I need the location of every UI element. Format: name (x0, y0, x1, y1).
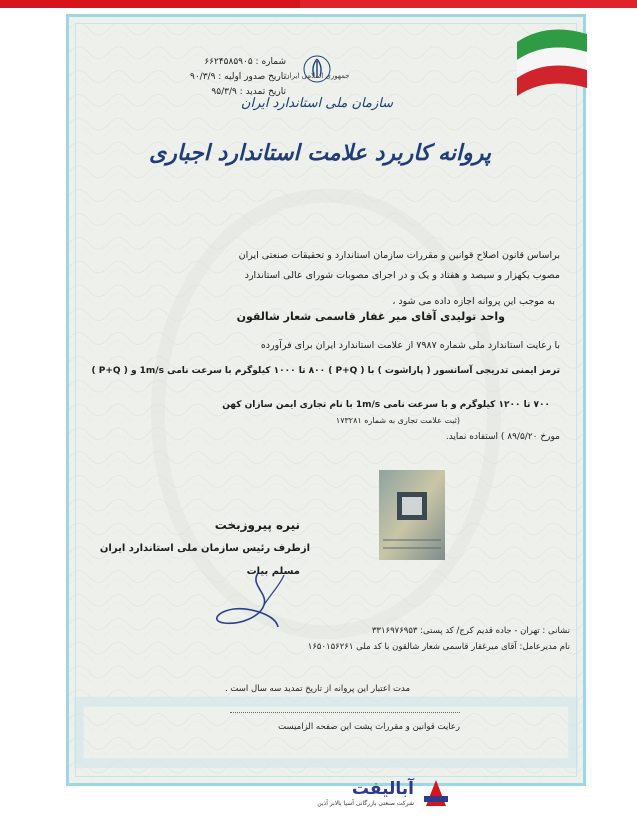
address-line: نشانی : تهران - جاده قدیم کرج/ کد پستی: ۳۳۱۶۹۷۶۹۵۳ (371, 626, 570, 636)
signatory-name: نیره پیروزبخت (214, 518, 300, 532)
product-line-1: ترمز ایمنی تدریجی آسانسور ( پاراشوت ) با ( P+Q ) ۸۰۰ تا ۱۰۰۰ کیلوگرم با سرعت نامی 1m/s و ( P+Q ) (91, 366, 560, 376)
manager-line: نام مدیرعامل: آقای میرغفار قاسمی شعار شالقون با کد ملی ۱۶۵۰۱۵۶۲۶۱ (307, 642, 570, 652)
org-name: سازمان ملی استاندارد ایران (240, 96, 394, 111)
renewal-date: تاریخ تمدید : ۹۵/۳/۹ (211, 87, 286, 97)
body-line-final: مورخ ۸۹/۵/۲۰ ) استفاده نماید. (445, 432, 560, 442)
iran-flag-icon (507, 22, 587, 102)
cert-number: شماره : ۶۶۲۴۵۸۵۹۰۵ (204, 57, 286, 67)
org-small-label: جمهوری اسلامی ایران (284, 72, 350, 80)
dotted-separator (230, 712, 460, 713)
signatory-title: ازطرف رئیس سازمان ملی استاندارد ایران (99, 543, 310, 554)
handwritten-signature-icon (180, 565, 290, 635)
hologram-seal-icon (379, 470, 445, 560)
abalift-logo-icon (420, 778, 452, 808)
product-line-2: ۷۰۰ تا ۱۲۰۰ کیلوگرم و با سرعت نامی 1m/s با نام تجاری ایمن سازان کهن (222, 400, 550, 410)
trademark-registration: (ثبت علامت تجاری به شماره ۱۷۳۲۸۱ (335, 416, 460, 425)
body-line-2: مصوب یکهزار و سیصد و هفتاد و یک و در اجرای مصوبات شورای عالی استاندارد (244, 270, 560, 281)
first-issue-date: تاریخ صدور اولیه : ۹۰/۳/۹ (190, 72, 286, 82)
body-line-1: براساس قانون اصلاح قوانین و مقررات سازمان استاندارد و تحقیقات صنعتی ایران (238, 250, 560, 261)
rules-note: رعایت قوانین و مقررات پشت این صفحه الزامیست (278, 722, 460, 732)
brand-tagline: شرکت صنعتی بازرگانی آسیا بالابر آذین (317, 800, 414, 807)
permission-text: به موجب این پروانه اجازه داده می شود ، (392, 296, 555, 307)
body-line-4: با رعایت استاندارد ملی شماره ۷۹۸۷ از علامت استاندارد ایران برای فرآورده (260, 340, 560, 351)
signatory-second: مسلم بیات (246, 566, 300, 577)
company-name: واحد تولیدی آقای میر غفار قاسمی شعار شالقون (236, 310, 505, 323)
validity-note: مدت اعتبار این پروانه از تاریخ تمدید سه سال است . (225, 684, 410, 694)
certificate-title: پروانه کاربرد علامت استاندارد اجباری (148, 140, 492, 166)
top-red-stripe (0, 0, 637, 8)
brand-name: آباليفت (351, 779, 414, 799)
body-line-3 (100, 296, 555, 307)
